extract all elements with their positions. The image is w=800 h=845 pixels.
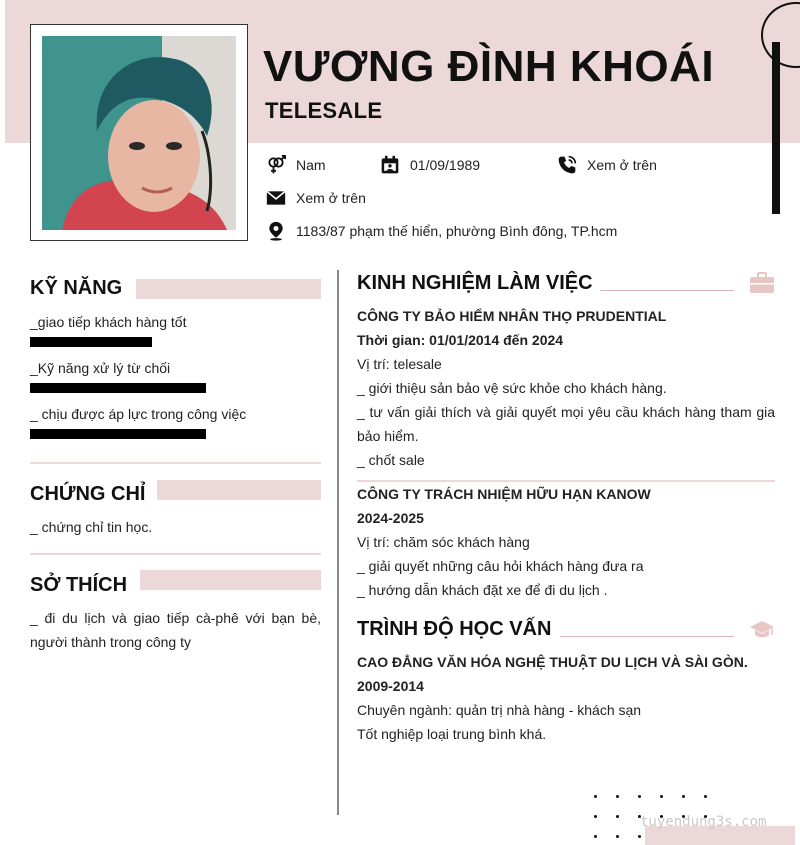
skill-level-bar-2 (30, 383, 206, 393)
skill-level-bar-3 (30, 429, 206, 439)
hobbies-heading: SỞ THÍCH (30, 574, 128, 596)
education-school: CAO ĐẲNG VĂN HÓA NGHỆ THUẬT DU LỊCH VÀ SÀI GÒN. (357, 654, 748, 670)
education-heading: TRÌNH ĐỘ HỌC VẤN (357, 618, 552, 640)
skills-heading: KỸ NĂNG (30, 277, 123, 299)
info-birthday (379, 154, 480, 176)
gender-icon (265, 154, 287, 176)
job-1-position: Vị trí: telesale (357, 356, 442, 372)
info-email (265, 187, 366, 209)
candidate-name: VƯƠNG ĐÌNH KHOÁI (263, 42, 715, 91)
phone-icon (556, 154, 578, 176)
briefcase-icon (749, 272, 775, 294)
info-gender (265, 154, 326, 176)
experience-heading-line (600, 290, 734, 291)
education-heading-line (560, 636, 734, 637)
hobbies-heading-bar (140, 570, 321, 590)
hobbies-line-2: người thành trong công ty (30, 634, 191, 650)
info-phone (556, 154, 657, 176)
job-2-period: 2024-2025 (357, 510, 424, 526)
experience-heading: KINH NGHIỆM LÀM VIỆC (357, 272, 593, 294)
envelope-icon (265, 187, 287, 209)
info-address (265, 220, 617, 242)
certificate-item: _ chứng chỉ tin học. (30, 519, 153, 535)
job-2-duty-1: _ giải quyết những câu hỏi khách hàng đưa ra (357, 558, 644, 574)
job-1-duty-1: _ giới thiệu sản bảo vệ sức khỏe cho khách hàng. (357, 380, 667, 396)
job-2-duty-2: _ hướng dẫn khách đặt xe để đi du lịch . (357, 582, 608, 598)
profile-photo (42, 36, 236, 230)
skill-level-bar-1 (30, 337, 152, 347)
column-divider (337, 270, 339, 815)
certificates-heading-bar (157, 480, 321, 500)
education-period: 2009-2014 (357, 678, 424, 694)
birthday-value: 01/09/1989 (410, 157, 481, 173)
gender-value: Nam (296, 157, 326, 173)
job-2-company: CÔNG TY TRÁCH NHIỆM HỮU HẠN KANOW (357, 486, 651, 502)
certificates-heading: CHỨNG CHỈ (30, 483, 146, 505)
map-pin-icon (265, 220, 287, 242)
section-separator (30, 553, 321, 555)
skill-label-3: _ chịu được áp lực trong công việc (30, 406, 247, 422)
job-1-duty-2: _ tư vấn giải thích và giải quyết mọi yêu cầu khách hàng tham gia (357, 404, 775, 420)
calendar-icon (379, 154, 401, 176)
phone-value: Xem ở trên (587, 157, 657, 173)
hobbies-line-1: _ đi du lịch và giao tiếp cà-phê với bạn bè, (30, 610, 321, 626)
watermark: tuyendung3s.com (640, 814, 767, 830)
section-separator (30, 462, 321, 464)
job-1-company: CÔNG TY BẢO HIỂM NHÂN THỌ PRUDENTIAL (357, 308, 667, 324)
job-1-duty-2-cont: bảo hiểm. (357, 428, 419, 444)
email-value: Xem ở trên (296, 190, 366, 206)
skill-label-2: _Kỹ năng xử lý từ chối (30, 360, 171, 376)
job-1-duty-3: _ chốt sale (357, 452, 425, 468)
job-2-position: Vị trí: chăm sóc khách hàng (357, 534, 530, 550)
skills-heading-bar (136, 279, 321, 299)
decorative-vertical-bar (772, 42, 780, 214)
job-title: TELESALE (265, 98, 383, 123)
education-result: Tốt nghiệp loại trung bình khá. (357, 726, 547, 742)
education-major: Chuyên ngành: quản trị nhà hàng - khách sạn (357, 702, 642, 718)
graduation-cap-icon (749, 620, 775, 640)
job-1-period: Thời gian: 01/01/2014 đến 2024 (357, 332, 564, 348)
address-value: 1183/87 phạm thế hiển, phường Bình đông, TP.hcm (296, 223, 618, 239)
skill-label-1: _giao tiếp khách hàng tốt (30, 314, 187, 330)
